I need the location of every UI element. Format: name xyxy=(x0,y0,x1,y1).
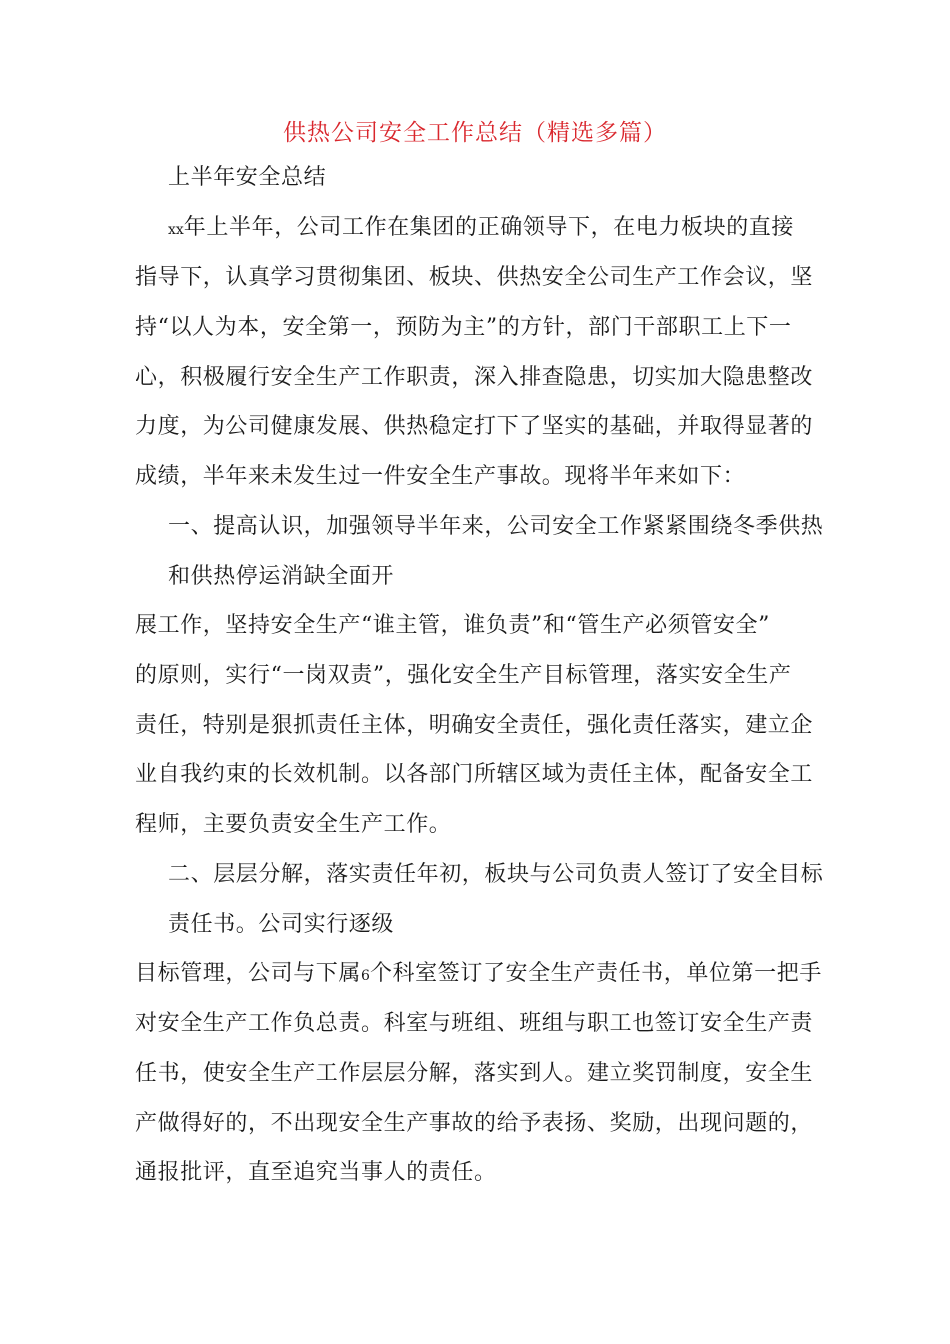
paragraph-line: 的原则，实行“一岗双责”，强化安全生产目标管理，落实安全生产 xyxy=(135,663,792,688)
paragraph-line: 任书，使安全生产工作层层分解，落实到人。建立奖罚制度，安全生 xyxy=(135,1061,814,1086)
paragraph-line: 成绩，半年来未发生过一件安全生产事故。现将半年来如下： xyxy=(135,464,746,489)
section-heading-line: 和供热停运消缺全面开 xyxy=(168,564,395,589)
paragraph-line: 力度，为公司健康发展、供热稳定打下了坚实的基础，并取得显著的 xyxy=(135,414,814,439)
paragraph-line: 业自我约束的长效机制。以各部门所辖区域为责任主体，配备安全工 xyxy=(135,762,814,787)
paragraph-line: 展工作，坚持安全生产“谁主管，谁负责”和“管生产必须管安全” xyxy=(135,613,770,638)
section-heading-line: 二、层层分解，落实责任年初，板块与公司负责人签订了安全目标 xyxy=(168,862,824,887)
paragraph-line: 程师，主要负责安全生产工作。 xyxy=(135,812,452,837)
paragraph-line: xx年上半年，公司工作在集团的正确领导下，在电力板块的直接 xyxy=(168,215,794,240)
paragraph-line: 心，积极履行安全生产工作职责，深入排查隐患，切实加大隐患整改 xyxy=(135,365,814,390)
paragraph-line: 责任，特别是狠抓责任主体，明确安全责任，强化责任落实，建立企 xyxy=(135,713,814,738)
paragraph-line: 通报批评，直至追究当事人的责任。 xyxy=(135,1160,497,1185)
paragraph-line: 产做得好的，不出现安全生产事故的给予表扬、奖励，出现问题的， xyxy=(135,1111,814,1136)
document-title: 供热公司安全工作总结（精选多篇） xyxy=(283,120,667,146)
paragraph-line: 对安全生产工作负总责。科室与班组、班组与职工也签订安全生产责 xyxy=(135,1011,814,1036)
section-heading-line: 责任书。公司实行逐级 xyxy=(168,912,395,937)
document-subtitle: 上半年安全总结 xyxy=(168,165,327,190)
year-placeholder: xx xyxy=(168,222,184,238)
paragraph-line: 持“以人为本，安全第一，预防为主”的方针，部门干部职工上下一 xyxy=(135,315,792,340)
paragraph-line: 指导下，认真学习贯彻集团、板块、供热安全公司生产工作会议，坚 xyxy=(135,265,814,290)
paragraph-line: 目标管理，公司与下属6个科室签订了安全生产责任书，单位第一把手 xyxy=(135,961,822,986)
department-count: 6 xyxy=(361,968,370,984)
section-heading-line: 一、提高认识，加强领导半年来，公司安全工作紧紧围绕冬季供热 xyxy=(168,514,824,539)
